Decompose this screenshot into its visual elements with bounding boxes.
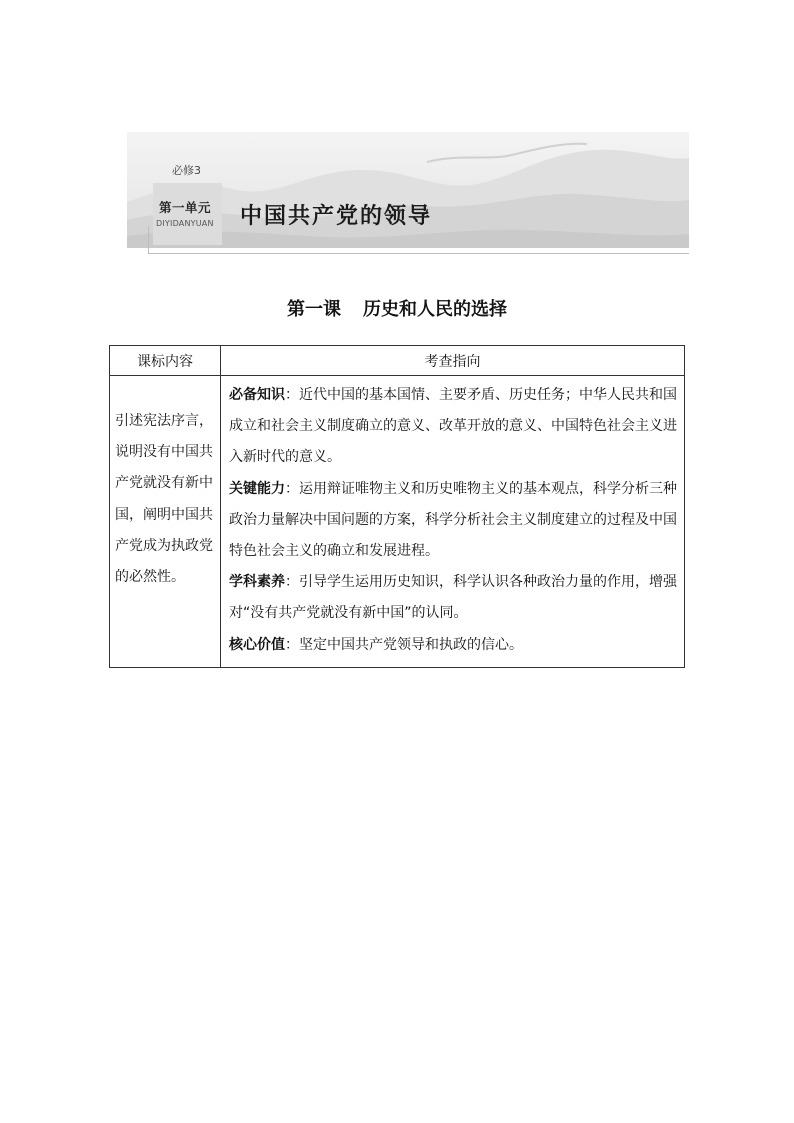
assessment-item <box>229 630 677 661</box>
banner-tick-line <box>148 226 149 254</box>
unit-label: 第一单元 <box>159 200 212 215</box>
lesson-number: 第一课 <box>287 299 341 320</box>
item-label: 关键能力 <box>229 480 285 497</box>
header-assessment: 考查指向 <box>221 346 685 376</box>
lesson-title: 历史和人民的选择 <box>363 299 507 320</box>
lesson-heading <box>0 295 794 321</box>
item-label: 学科素养 <box>229 574 285 591</box>
item-text: ：引导学生运用历史知识，科学认识各种政治力量的作用，增强对“没有共产党就没有新中国”的认同。 <box>229 574 677 622</box>
unit-title: 中国共产党的领导 <box>240 204 433 229</box>
assessment-item <box>229 380 677 474</box>
assessment-item <box>229 567 677 629</box>
module-label: 必修3 <box>172 164 201 177</box>
item-label: 必备知识 <box>229 387 285 403</box>
item-text: ：运用辩证唯物主义和历史唯物主义的基本观点，科学分析三种政治力量解决中国问题的方案，科学分析社会主义制度建立的过程及中国特色社会主义的确立和发展进程。 <box>229 480 677 560</box>
table-row <box>110 376 685 668</box>
item-label: 核心价值 <box>229 636 285 653</box>
table-header-row <box>110 346 685 376</box>
unit-pinyin: DIYIDANYUAN <box>156 219 214 228</box>
item-text: ：坚定中国共产党领导和执政的信心。 <box>285 636 523 653</box>
assessment-item <box>229 474 677 568</box>
standard-content: 引述宪法序言，说明没有中国共产党就没有新中国，阐明中国共产党成为执政党的必然性。 <box>115 413 213 586</box>
standard-cell <box>110 376 221 668</box>
header-standard: 课标内容 <box>110 346 221 376</box>
assessment-cell <box>221 376 685 668</box>
banner-underline <box>148 253 689 254</box>
item-text: ：近代中国的基本国情、主要矛盾、历史任务；中华人民共和国成立和社会主义制度确立的意义、改革开放的意义、中国特色社会主义进入新时代的意义。 <box>229 387 677 466</box>
curriculum-table <box>109 345 685 668</box>
